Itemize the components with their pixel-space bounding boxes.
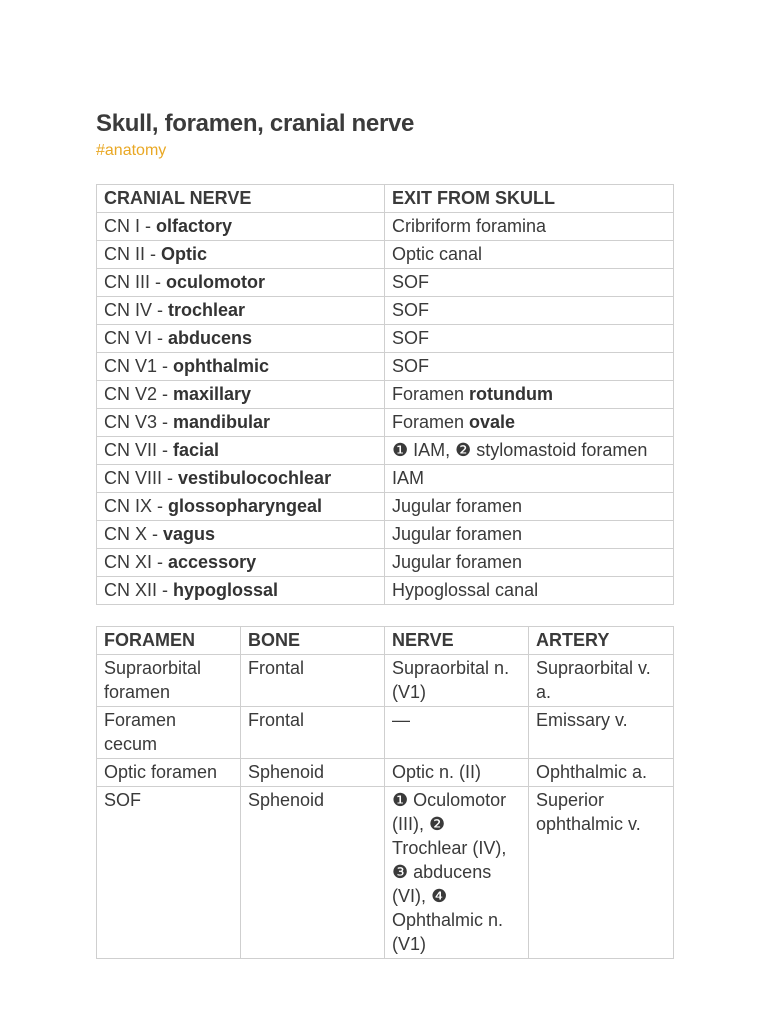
bone-cell: Frontal (241, 655, 385, 707)
cranial-nerve-name: ophthalmic (173, 356, 270, 376)
table-row (97, 759, 674, 787)
cranial-nerve-number: CN V1 - (104, 356, 174, 376)
cranial-nerve-number: CN III - (104, 272, 166, 292)
table-row (97, 297, 674, 325)
foramen-cell: Optic foramen (97, 759, 241, 787)
table-row (97, 325, 674, 353)
foramen-cell: Supraorbital foramen (97, 655, 241, 707)
cranial-nerve-number: CN II - (104, 244, 161, 264)
exit-from-skull-cell (385, 493, 674, 521)
cranial-nerve-cell (97, 241, 385, 269)
artery-cell: Emissary v. (529, 707, 674, 759)
cranial-nerve-name: olfactory (156, 216, 233, 236)
table-row (97, 241, 674, 269)
header-foramen: FORAMEN (97, 627, 241, 655)
foramen-table (96, 626, 674, 959)
cranial-nerve-number: CN XII - (104, 580, 174, 600)
cranial-nerve-cell (97, 521, 385, 549)
nerve-cell: Optic n. (II) (385, 759, 529, 787)
cranial-nerve-cell (97, 577, 385, 605)
table-row (97, 787, 674, 959)
cranial-nerve-cell (97, 493, 385, 521)
artery-cell: Ophthalmic a. (529, 759, 674, 787)
artery-cell: Superior ophthalmic v. (529, 787, 674, 959)
table-row (97, 493, 674, 521)
table-row (97, 381, 674, 409)
cranial-nerve-cell (97, 353, 385, 381)
cranial-nerve-name: mandibular (173, 412, 271, 432)
cranial-nerve-name: vagus (163, 524, 216, 544)
exit-text: SOF (392, 356, 430, 376)
cranial-nerve-name: facial (173, 440, 220, 460)
cranial-nerve-name: maxillary (173, 384, 252, 404)
cranial-nerve-cell (97, 381, 385, 409)
cranial-nerve-cell (97, 269, 385, 297)
exit-text: Foramen (392, 412, 470, 432)
nerve-cell: Supraorbital n. (V1) (385, 655, 529, 707)
table-row (97, 353, 674, 381)
cranial-nerve-name: oculomotor (166, 272, 265, 292)
exit-from-skull-cell (385, 409, 674, 437)
exit-from-skull-cell (385, 549, 674, 577)
exit-text: Jugular foramen (392, 524, 523, 544)
exit-from-skull-cell (385, 241, 674, 269)
cranial-nerve-cell (97, 213, 385, 241)
cranial-nerve-name: glossopharyngeal (168, 496, 323, 516)
exit-from-skull-cell (385, 353, 674, 381)
table-row (97, 577, 674, 605)
exit-text: Cribriform foramina (392, 216, 547, 236)
table-row (97, 409, 674, 437)
cranial-nerve-number: CN IV - (104, 300, 169, 320)
cranial-nerve-cell (97, 465, 385, 493)
exit-text: IAM (392, 468, 425, 488)
exit-text-bold: rotundum (469, 384, 554, 404)
exit-text: ❶ IAM, ❷ stylomastoid foramen (392, 440, 648, 460)
page-title: Skull, foramen, cranial nerve (96, 110, 415, 137)
exit-text: Optic canal (392, 244, 483, 264)
cranial-nerve-number: CN IX - (104, 496, 169, 516)
cranial-nerve-cell (97, 409, 385, 437)
cranial-nerve-number: CN V2 - (104, 384, 174, 404)
cranial-nerve-name: abducens (168, 328, 253, 348)
table-row (97, 437, 674, 465)
cranial-nerve-number: CN X - (104, 524, 164, 544)
cranial-nerve-number: CN I - (104, 216, 156, 236)
cranial-nerve-number: CN VIII - (104, 468, 179, 488)
cranial-nerve-table (96, 184, 674, 605)
table-row (97, 521, 674, 549)
table-header-row (97, 627, 674, 655)
bone-cell: Sphenoid (241, 759, 385, 787)
header-bone: BONE (241, 627, 385, 655)
exit-text-bold: ovale (469, 412, 516, 432)
exit-text: SOF (392, 300, 430, 320)
header-nerve: NERVE (385, 627, 529, 655)
table-row (97, 465, 674, 493)
cranial-nerve-cell (97, 325, 385, 353)
cranial-nerve-number: CN VII - (104, 440, 174, 460)
cranial-nerve-name: vestibulocochlear (178, 468, 332, 488)
cranial-nerve-cell (97, 297, 385, 325)
exit-text: SOF (392, 328, 430, 348)
cranial-nerve-number: CN V3 - (104, 412, 174, 432)
exit-from-skull-cell (385, 381, 674, 409)
artery-cell: Supraorbital v. a. (529, 655, 674, 707)
cranial-nerve-number: CN XI - (104, 552, 169, 572)
table-row (97, 269, 674, 297)
cranial-nerve-cell (97, 549, 385, 577)
exit-text: Jugular foramen (392, 552, 523, 572)
header-exit-from-skull: EXIT FROM SKULL (385, 185, 674, 213)
exit-from-skull-cell (385, 437, 674, 465)
foramen-cell: SOF (97, 787, 241, 959)
header-artery: ARTERY (529, 627, 674, 655)
nerve-cell: ❶ Oculomotor (III), ❷ Trochlear (IV), ❸ abducens (VI), ❹ Ophthalmic n. (V1) (385, 787, 529, 959)
cranial-nerve-name: accessory (168, 552, 257, 572)
exit-text: Hypoglossal canal (392, 580, 539, 600)
exit-from-skull-cell (385, 465, 674, 493)
exit-from-skull-cell (385, 269, 674, 297)
cranial-nerve-number: CN VI - (104, 328, 169, 348)
exit-from-skull-cell (385, 213, 674, 241)
exit-from-skull-cell (385, 325, 674, 353)
cranial-nerve-name: hypoglossal (173, 580, 279, 600)
cranial-nerve-name: trochlear (168, 300, 246, 320)
anatomy-tag[interactable]: #anatomy (96, 142, 167, 159)
table-row (97, 213, 674, 241)
bone-cell: Sphenoid (241, 787, 385, 959)
cranial-nerve-cell (97, 437, 385, 465)
cranial-nerve-name: Optic (161, 244, 208, 264)
exit-from-skull-cell (385, 577, 674, 605)
table-header-row (97, 185, 674, 213)
exit-text: SOF (392, 272, 430, 292)
exit-text: Jugular foramen (392, 496, 523, 516)
bone-cell: Frontal (241, 707, 385, 759)
table-row (97, 655, 674, 707)
exit-text: Foramen (392, 384, 470, 404)
nerve-cell: — (385, 707, 529, 759)
header-cranial-nerve: CRANIAL NERVE (97, 185, 385, 213)
foramen-cell: Foramen cecum (97, 707, 241, 759)
table-row (97, 549, 674, 577)
table-row (97, 707, 674, 759)
exit-from-skull-cell (385, 297, 674, 325)
exit-from-skull-cell (385, 521, 674, 549)
